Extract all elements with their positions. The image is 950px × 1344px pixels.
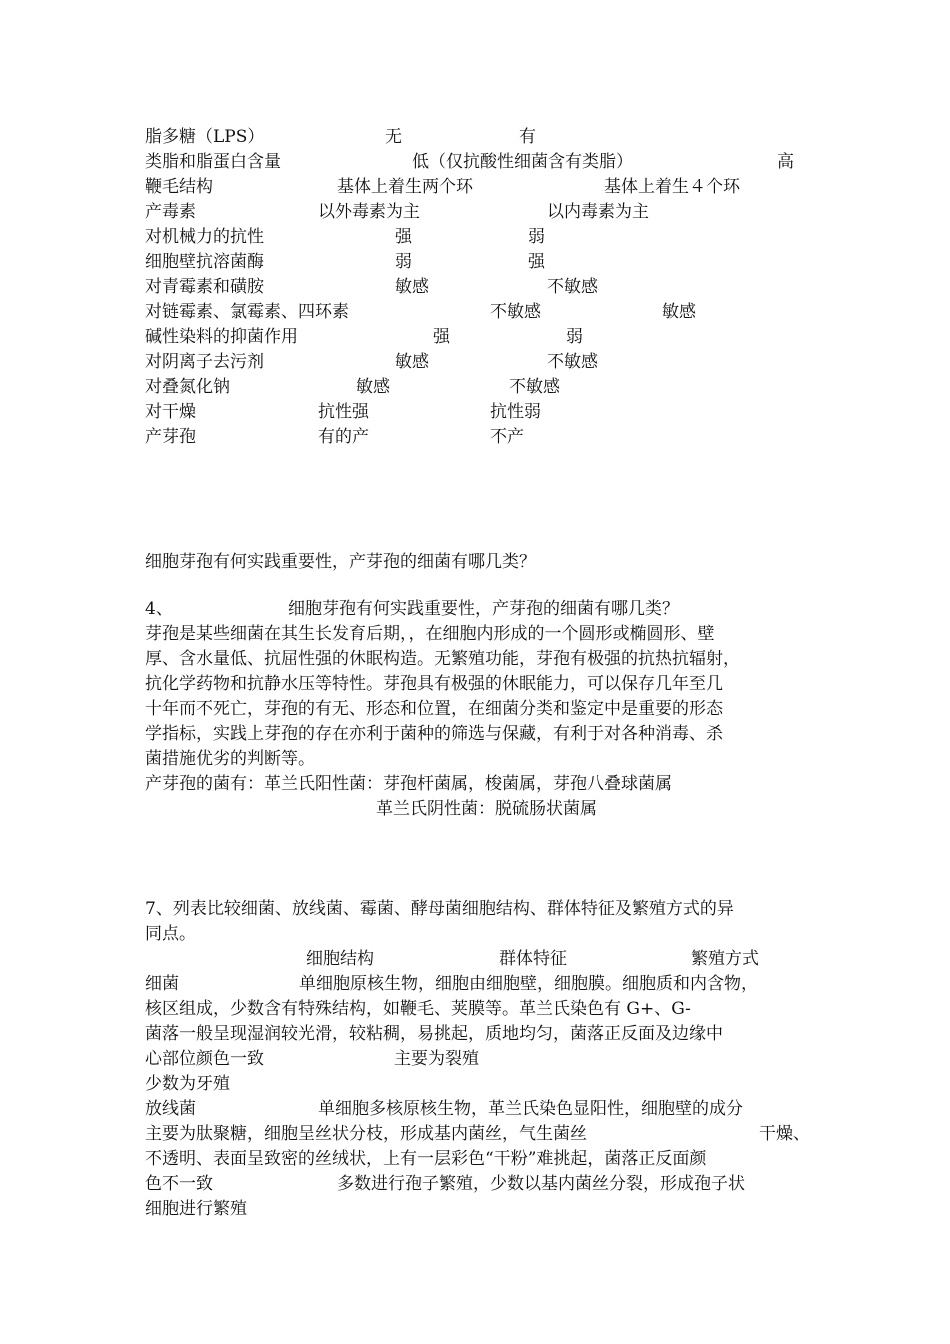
row-penicillin-label: 对青霉素和磺胺 (145, 277, 264, 297)
actinomycete-text: 多数进行孢子繁殖，少数以基内菌丝分裂，形成孢子状 (337, 1174, 745, 1194)
bacteria-text: 主要为裂殖 (394, 1049, 479, 1069)
spore-producers-line: 革兰氏阴性菌：脱硫肠状菌属 (376, 799, 597, 819)
row-streptomycin-gp: 不敏感 (490, 302, 541, 322)
row-lipid-gp: 低（仅抗酸性细菌含有类脂） (412, 152, 633, 172)
row-azide-gn: 不敏感 (509, 377, 560, 397)
row-lps-label: 脂多糖（LPS） (145, 127, 265, 147)
row-dye-gn: 弱 (566, 327, 583, 347)
answer-line: 抗化学药物和抗静水压等特性。芽孢具有极强的休眠能力，可以保存几年至几 (145, 674, 723, 694)
actinomycete-text: 单细胞多核原核生物，革兰氏染色显阳性，细胞壁的成分 (318, 1099, 743, 1119)
row-lipid-label: 类脂和脂蛋白含量 (145, 152, 281, 172)
row-flagella-label: 鞭毛结构 (145, 177, 213, 197)
column-header: 繁殖方式 (691, 949, 759, 969)
question-4-text: 细胞芽孢有何实践重要性，产芽孢的细菌有哪几类？ (288, 599, 679, 619)
actinomycete-text: 主要为肽聚糖，细胞呈丝状分枝，形成基内菌丝，气生菌丝 (145, 1124, 587, 1144)
row-mechanical-label: 对机械力的抗性 (145, 227, 264, 247)
row-lps-gp: 无 (385, 127, 402, 147)
row-detergent-label: 对阴离子去污剂 (145, 352, 264, 372)
answer-line: 厚、含水量低、抗屈性强的休眠构造。无繁殖功能，芽孢有极强的抗热抗辐射， (145, 649, 740, 669)
row-penicillin-gn: 不敏感 (547, 277, 598, 297)
row-spore-gp: 有的产 (318, 427, 369, 447)
spore-producers-line: 产芽孢的菌有：革兰氏阳性菌：芽孢杆菌属，梭菌属，芽孢八叠球菌属 (145, 774, 672, 794)
actinomycete-text: 干燥、 (759, 1124, 810, 1144)
answer-line: 菌措施优劣的判断等。 (145, 749, 315, 769)
row-detergent-gn: 不敏感 (547, 352, 598, 372)
row-penicillin-gp: 敏感 (395, 277, 429, 297)
row-dye-label: 碱性染料的抑菌作用 (145, 327, 298, 347)
row-azide-gp: 敏感 (356, 377, 390, 397)
row-azide-label: 对叠氮化钠 (145, 377, 230, 397)
row-lysozyme-gp: 弱 (395, 252, 412, 272)
row-dye-gp: 强 (433, 327, 450, 347)
row-lysozyme-label: 细胞壁抗溶菌酶 (145, 252, 264, 272)
bacteria-text: 单细胞原核生物，细胞由细胞壁，细胞膜。细胞质和内含物， (299, 974, 758, 994)
row-drying-label: 对干燥 (145, 402, 196, 422)
bacteria-text: 少数为牙殖 (145, 1074, 230, 1094)
row-flagella-gn: 基体上着生４个环 (604, 177, 740, 197)
row-mechanical-gn: 弱 (528, 227, 545, 247)
question-4-number: 4、 (145, 599, 173, 619)
row-streptomycin-gn: 敏感 (662, 302, 696, 322)
row-spore-label: 产芽孢 (145, 427, 196, 447)
row-lipid-gn: 高 (777, 152, 794, 172)
row-lps-gn: 有 (519, 127, 536, 147)
row-streptomycin-label: 对链霉素、氯霉素、四环素 (145, 302, 349, 322)
actinomycete-text: 细胞进行繁殖 (145, 1199, 247, 1219)
actinomycete-name: 放线菌 (145, 1099, 196, 1119)
row-spore-gn: 不产 (490, 427, 524, 447)
row-detergent-gp: 敏感 (395, 352, 429, 372)
answer-line: 学指标，实践上芽孢的存在亦利于菌种的筛选与保藏，有利于对各种消毒、杀 (145, 724, 723, 744)
row-drying-gn: 抗性弱 (490, 402, 541, 422)
bacteria-text: 心部位颜色一致 (145, 1049, 264, 1069)
row-toxin-gn: 以内毒素为主 (547, 202, 649, 222)
column-header: 细胞结构 (306, 949, 374, 969)
column-header: 群体特征 (499, 949, 567, 969)
row-flagella-gp: 基体上着生两个环 (337, 177, 473, 197)
answer-line: 十年而不死亡，芽孢的有无、形态和位置，在细菌分类和鉴定中是重要的形态 (145, 699, 723, 719)
actinomycete-text: 色不一致 (145, 1174, 213, 1194)
answer-line: 芽孢是某些细菌在其生长发育后期，，在细胞内形成的一个圆形或椭圆形、壁 (145, 624, 715, 644)
bacteria-text: 菌落一般呈现湿润较光滑，较粘稠，易挑起，质地均匀，菌落正反面及边缘中 (145, 1024, 723, 1044)
row-toxin-gp: 以外毒素为主 (318, 202, 420, 222)
row-mechanical-gp: 强 (395, 227, 412, 247)
question-7-title: 同点。 (145, 924, 196, 944)
row-lysozyme-gn: 强 (528, 252, 545, 272)
actinomycete-text: 不透明、表面呈致密的丝绒状，上有一层彩色“干粉”难挑起，菌落正反面颜 (145, 1149, 707, 1169)
bacteria-name: 细菌 (145, 974, 179, 994)
question-7-title: 7、列表比较细菌、放线菌、霉菌、酵母菌细胞结构、群体特征及繁殖方式的异 (145, 899, 734, 919)
spore-heading: 细胞芽孢有何实践重要性，产芽孢的细菌有哪几类？ (145, 552, 536, 572)
row-toxin-label: 产毒素 (145, 202, 196, 222)
bacteria-text: 核区组成，少数含有特殊结构，如鞭毛、荚膜等。革兰氏染色有 G+、G- (145, 999, 691, 1019)
row-drying-gp: 抗性强 (318, 402, 369, 422)
